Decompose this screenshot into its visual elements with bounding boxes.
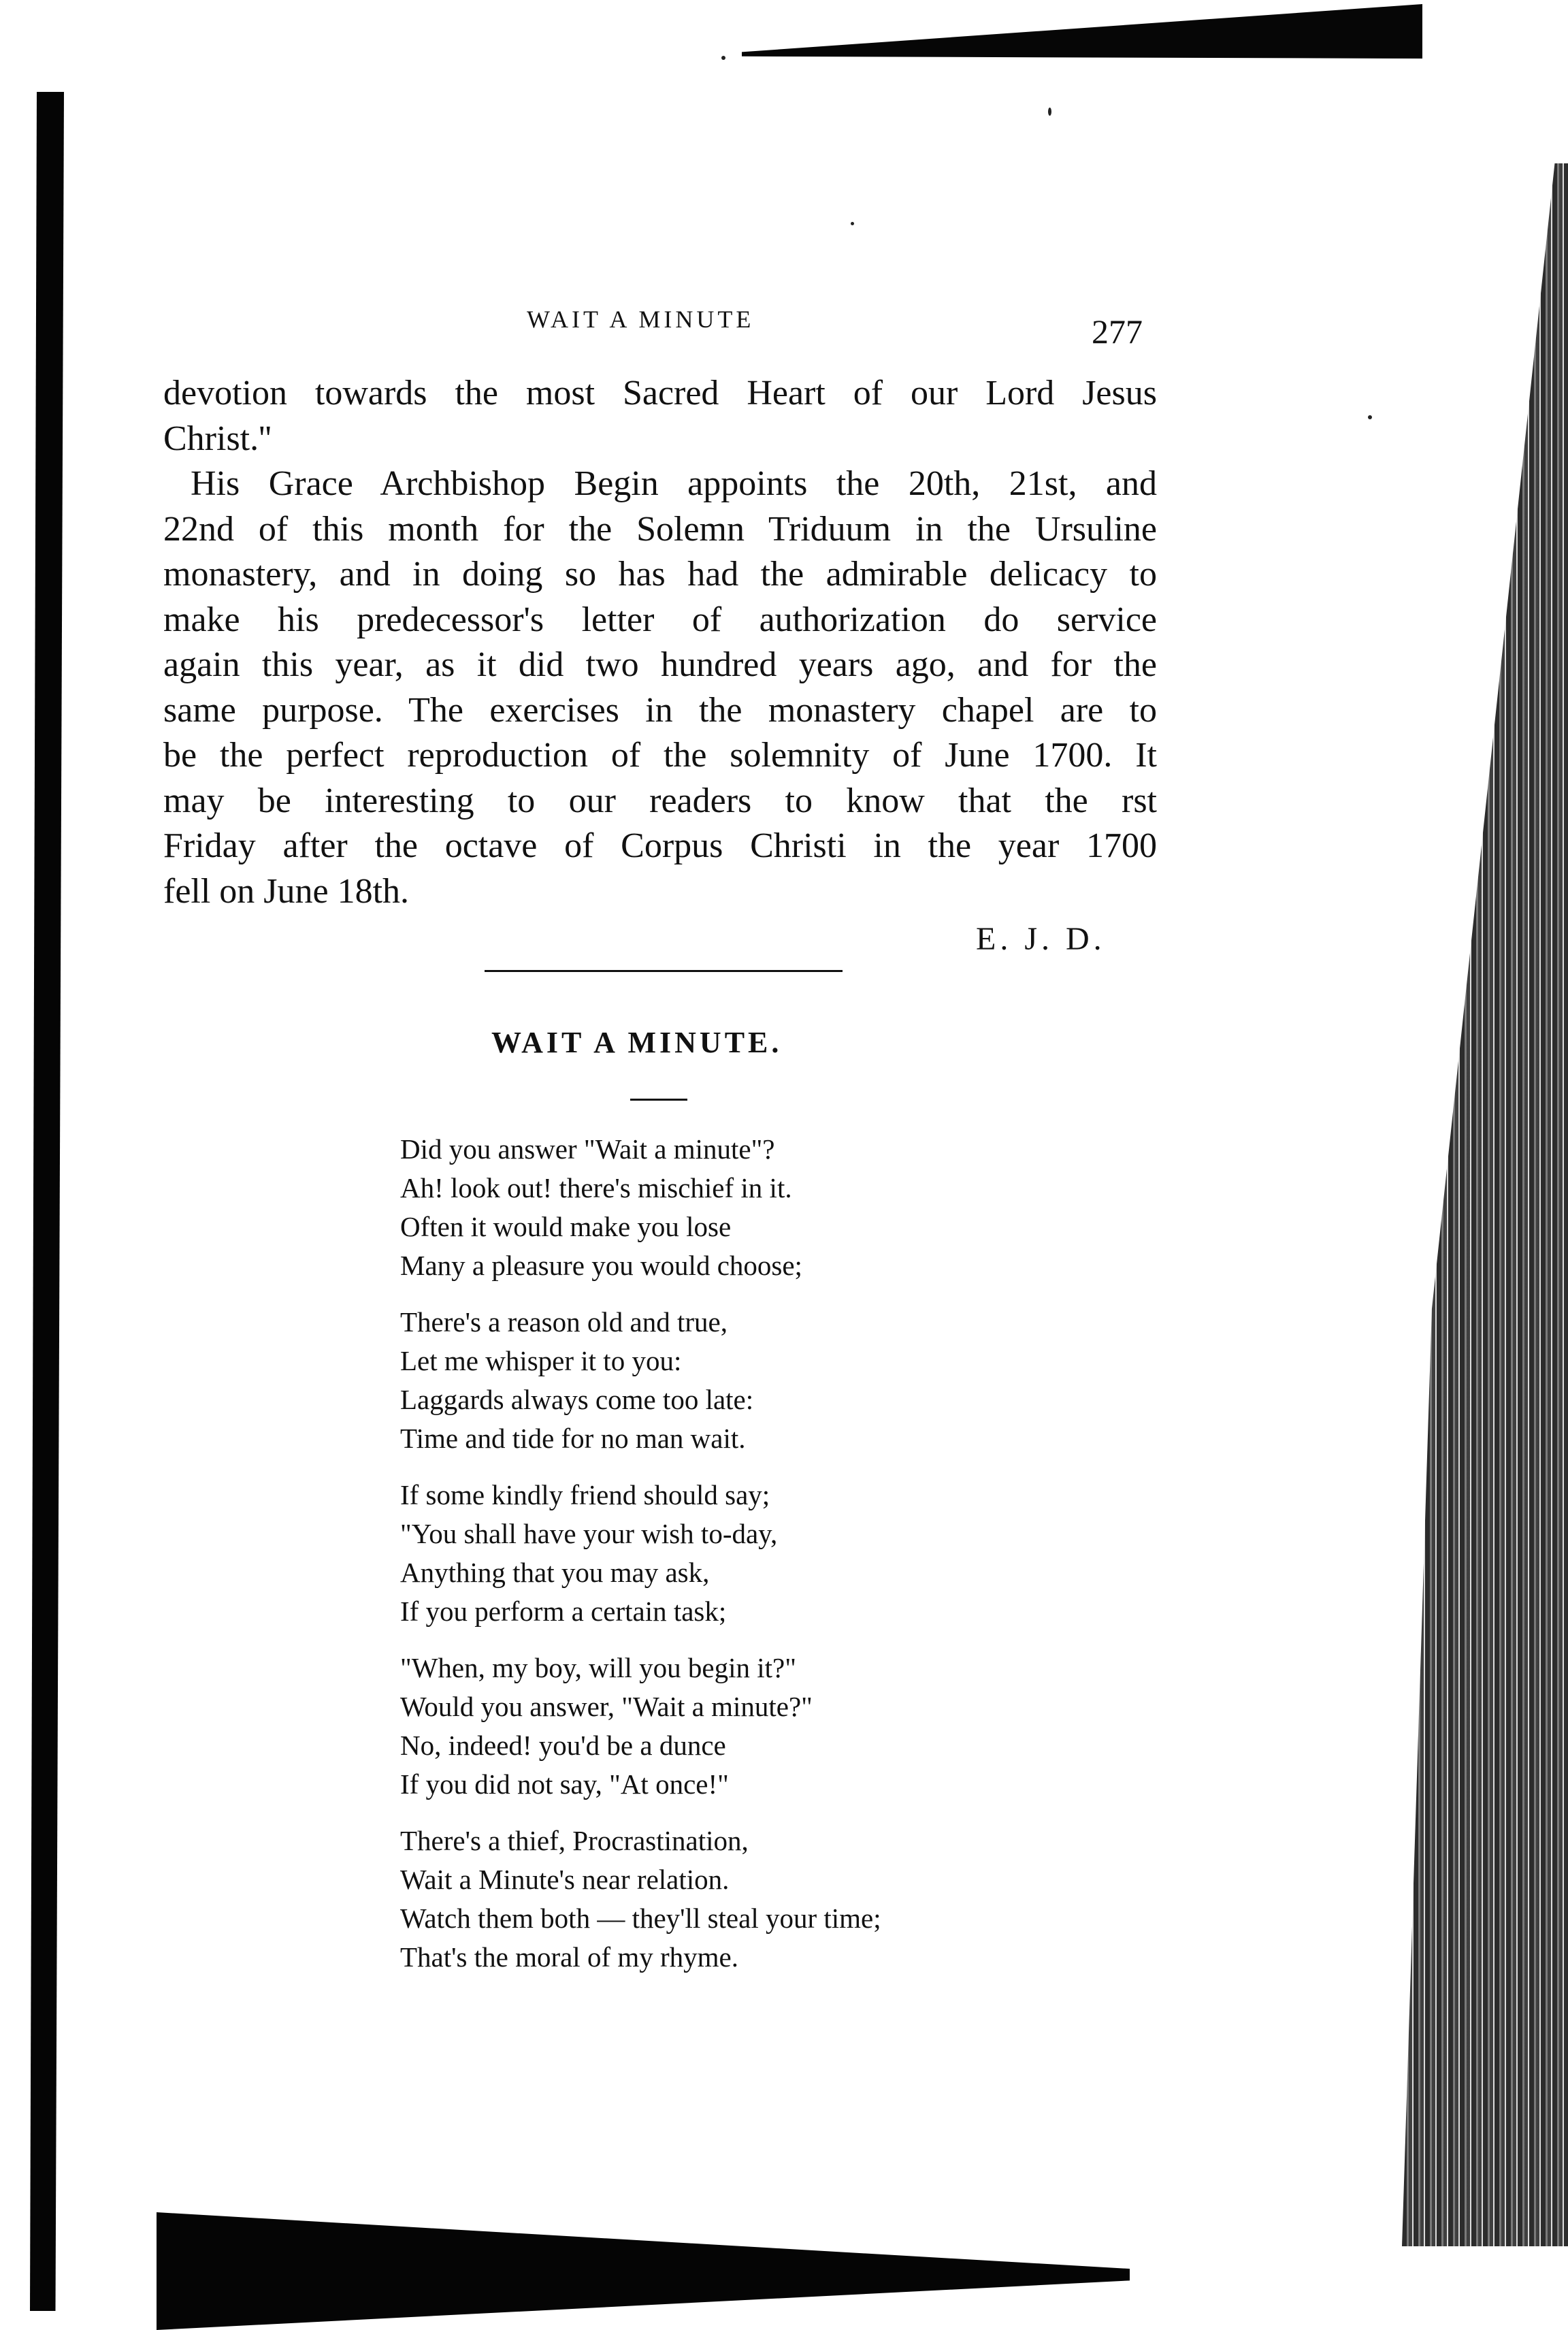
- text-line: may be interesting to our readers to know that the rst: [163, 781, 1157, 820]
- text-line: devotion towards the most Sacred Heart of our Lord Jesus: [163, 374, 1157, 412]
- page-number: 277: [1092, 312, 1143, 351]
- poem-line: Anything that you may ask,: [400, 1557, 710, 1588]
- text-line: His Grace Archbishop Begin appoints the 20th, 21st, and: [191, 464, 1157, 503]
- text-line: be the perfect reproduction of the solemnity of June 1700. It: [163, 736, 1157, 775]
- poem-line: Let me whisper it to you:: [400, 1345, 682, 1376]
- running-head: WAIT A MINUTE: [527, 306, 755, 333]
- poem-line: There's a thief, Procrastination,: [400, 1825, 749, 1856]
- text-line: fell on June 18th.: [163, 871, 410, 911]
- stanza: [400, 1130, 1081, 1285]
- stanza: [400, 1649, 1081, 1804]
- title-rule: [630, 1099, 687, 1101]
- text-line: Friday after the octave of Corpus Christi in the year 1700: [163, 826, 1157, 865]
- poem-line: No, indeed! you'd be a dunce: [400, 1730, 726, 1761]
- poem-line: "You shall have your wish to-day,: [400, 1518, 778, 1549]
- poem-line: Watch them both — they'll steal your time;: [400, 1903, 881, 1934]
- poem-line: Laggards always come too late:: [400, 1384, 754, 1415]
- scan-edge-top: [742, 4, 1422, 59]
- scan-speck: [1048, 108, 1051, 116]
- text-line: monastery, and in doing so has had the admirable delicacy to: [163, 555, 1157, 594]
- text-line: 22nd of this month for the Solemn Triduum in the Ursuline: [163, 509, 1157, 549]
- poem-line: Often it would make you lose: [400, 1211, 732, 1242]
- stanza: [400, 1822, 1081, 1977]
- section-divider: [485, 970, 843, 972]
- poem-title: WAIT A MINUTE.: [491, 1026, 783, 1059]
- poem-line: Did you answer "Wait a minute"?: [400, 1133, 775, 1165]
- stanza: [400, 1303, 1081, 1458]
- scan-edge-left: [30, 92, 64, 2311]
- stanza: [400, 1476, 1081, 1631]
- article-body: [163, 371, 1157, 914]
- text-line: again this year, as it did two hundred years ago, and for the: [163, 645, 1157, 684]
- scan-speck: [851, 222, 854, 225]
- poem-line: That's the moral of my rhyme.: [400, 1941, 738, 1973]
- poem: [400, 1130, 1081, 1994]
- text-line: make his predecessor's letter of authorization do service: [163, 600, 1157, 639]
- poem-line: "When, my boy, will you begin it?": [400, 1652, 796, 1683]
- poem-line: If some kindly friend should say;: [400, 1479, 770, 1510]
- scan-edge-bottom: [157, 2212, 1130, 2330]
- poem-line: Wait a Minute's near relation.: [400, 1864, 730, 1895]
- poem-line: Time and tide for no man wait.: [400, 1423, 746, 1454]
- scan-edge-right: [1402, 163, 1568, 2246]
- poem-line: Many a pleasure you would choose;: [400, 1250, 802, 1281]
- poem-line: If you did not say, "At once!": [400, 1768, 729, 1800]
- author-initials: E. J. D.: [976, 921, 1106, 957]
- poem-line: There's a reason old and true,: [400, 1306, 728, 1338]
- scan-speck: [721, 56, 725, 60]
- poem-line: Would you answer, "Wait a minute?": [400, 1691, 813, 1722]
- poem-line: Ah! look out! there's mischief in it.: [400, 1172, 792, 1203]
- poem-line: If you perform a certain task;: [400, 1596, 727, 1627]
- text-line: Christ.'': [163, 419, 272, 458]
- scan-speck: [1368, 415, 1372, 419]
- text-line: same purpose. The exercises in the monastery chapel are to: [163, 690, 1157, 730]
